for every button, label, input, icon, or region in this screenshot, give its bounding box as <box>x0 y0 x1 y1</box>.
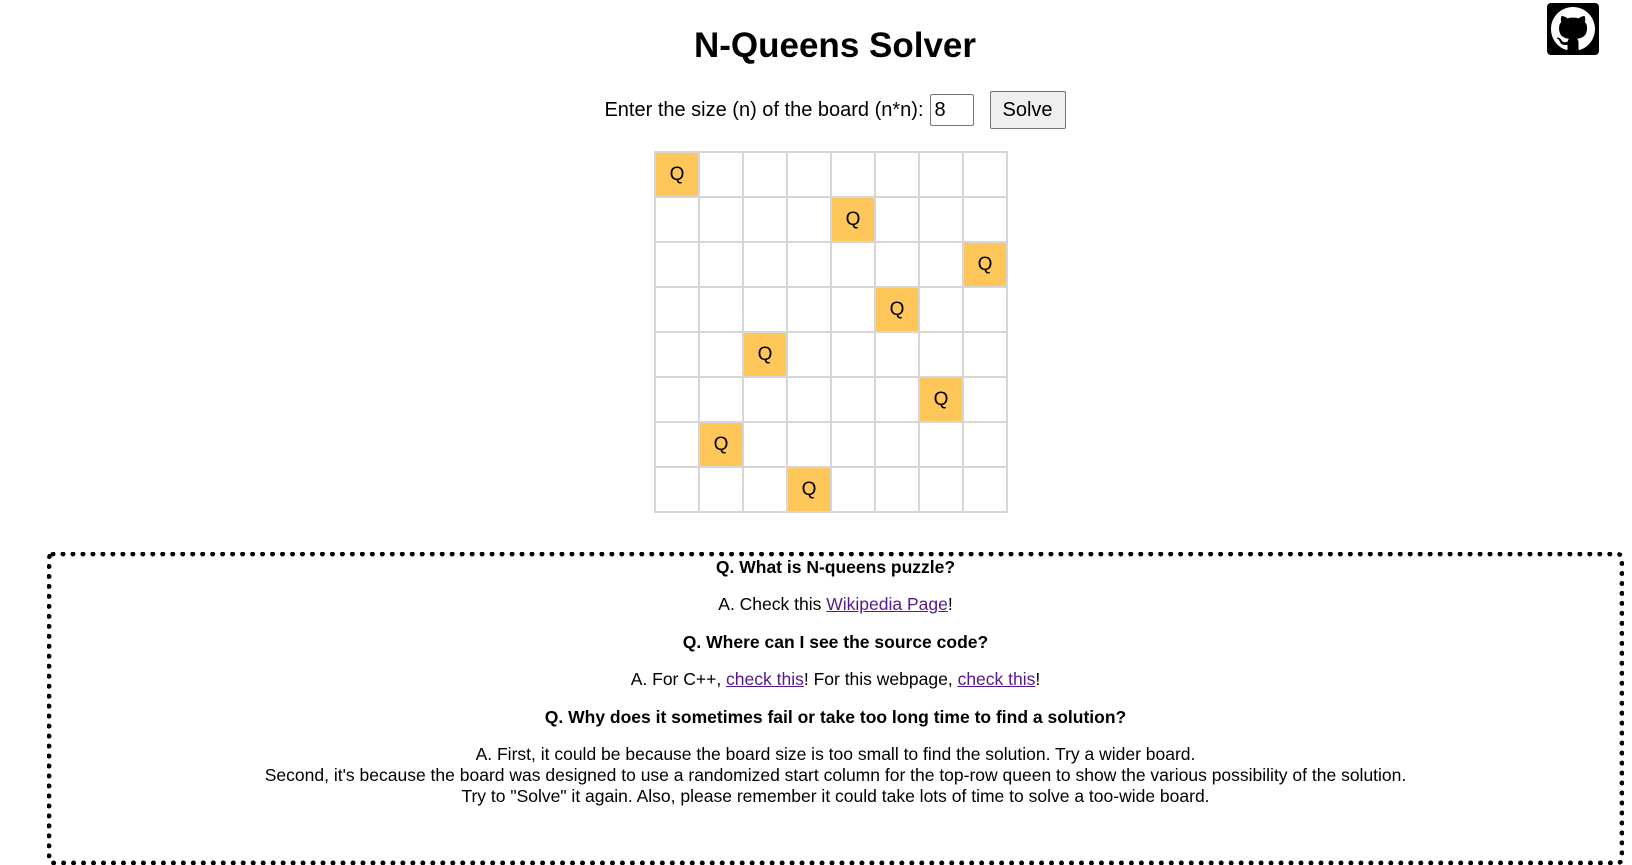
board-cell <box>699 152 743 197</box>
faq-answer-2-prefix: A. For C++, <box>630 669 727 689</box>
queen-cell: Q <box>963 242 1007 287</box>
board-cell <box>787 152 831 197</box>
board-cell <box>919 332 963 377</box>
board-cell <box>919 467 963 512</box>
board-cell <box>963 467 1007 512</box>
faq-answer-1-prefix: A. Check this <box>718 594 827 614</box>
board-cell <box>787 377 831 422</box>
board-row <box>655 377 1007 422</box>
board-size-input[interactable] <box>930 94 974 126</box>
faq-question-3: Q. Why does it sometimes fail or take too long time to find a solution? <box>544 707 1127 727</box>
faq-answer-3-line-2: Second, it's because the board was designed to use a randomized start column for the top-row queen to show the various possibility of the solution. <box>264 765 1407 785</box>
board-row <box>655 197 1007 242</box>
board-cell <box>963 152 1007 197</box>
page-title: N-Queens Solver <box>693 26 977 65</box>
faq-question-2: Q. Where can I see the source code? <box>682 632 989 652</box>
faq-answer-1 <box>52 594 1619 615</box>
board-size-label: Enter the size (n) of the board (n*n): <box>604 98 924 121</box>
board-cell <box>963 422 1007 467</box>
board-cell <box>743 287 787 332</box>
board-cell <box>831 152 875 197</box>
queen-cell: Q <box>831 197 875 242</box>
faq-box <box>47 552 1624 865</box>
faq-answer-2-suffix: ! <box>1035 669 1041 689</box>
board-cell <box>699 197 743 242</box>
board-cell <box>831 332 875 377</box>
board-cell <box>831 242 875 287</box>
board-row <box>655 422 1007 467</box>
board-cell <box>743 152 787 197</box>
faq-answer-3-line-3: Try to "Solve" it again. Also, please remember it could take lots of time to solve a too-wide board. <box>461 786 1210 806</box>
board-row <box>655 332 1007 377</box>
faq-answer-2 <box>52 669 1619 690</box>
board-cell <box>787 197 831 242</box>
board-cell <box>919 152 963 197</box>
board-row <box>655 242 1007 287</box>
board-cell <box>655 377 699 422</box>
board-size-form <box>0 91 1632 129</box>
board-cell <box>787 422 831 467</box>
board-cell <box>743 422 787 467</box>
faq-answer-1-suffix: ! <box>947 594 953 614</box>
board-cell <box>831 377 875 422</box>
board-cell <box>699 467 743 512</box>
board-cell <box>919 287 963 332</box>
cpp-source-link[interactable]: check this <box>726 669 804 689</box>
board-cell <box>655 197 699 242</box>
board-cell <box>655 332 699 377</box>
faq-answer-2-middle: ! For this webpage, <box>803 669 958 689</box>
board-cell <box>875 152 919 197</box>
queen-cell: Q <box>743 332 787 377</box>
board-cell <box>655 467 699 512</box>
board-cell <box>963 377 1007 422</box>
board-cell <box>919 242 963 287</box>
board-cell <box>743 467 787 512</box>
solve-button[interactable]: Solve <box>990 91 1066 129</box>
board-cell <box>655 287 699 332</box>
board-cell <box>743 197 787 242</box>
board-cell <box>699 242 743 287</box>
board-cell <box>787 332 831 377</box>
queen-cell: Q <box>655 152 699 197</box>
board-cell <box>787 287 831 332</box>
queen-cell: Q <box>875 287 919 332</box>
board-cell <box>655 242 699 287</box>
board-cell <box>831 467 875 512</box>
board-row <box>655 467 1007 512</box>
board-cell <box>655 422 699 467</box>
board-cell <box>743 377 787 422</box>
board-cell <box>699 332 743 377</box>
wikipedia-link[interactable]: Wikipedia Page <box>826 594 948 614</box>
board-cell <box>831 287 875 332</box>
queen-cell: Q <box>787 467 831 512</box>
board-row <box>655 152 1007 197</box>
board-cell <box>875 332 919 377</box>
chess-board <box>654 151 1008 513</box>
board-cell <box>963 287 1007 332</box>
queen-cell: Q <box>919 377 963 422</box>
board-cell <box>875 467 919 512</box>
board-cell <box>831 422 875 467</box>
queen-cell: Q <box>699 422 743 467</box>
board-cell <box>963 332 1007 377</box>
webpage-source-link[interactable]: check this <box>957 669 1036 689</box>
board-cell <box>875 377 919 422</box>
board-cell <box>787 242 831 287</box>
board-cell <box>699 377 743 422</box>
board-cell <box>875 422 919 467</box>
faq-question-1: Q. What is N-queens puzzle? <box>715 557 956 577</box>
board-cell <box>919 197 963 242</box>
board-cell <box>699 287 743 332</box>
board-cell <box>875 242 919 287</box>
board-cell <box>963 197 1007 242</box>
board-row <box>655 287 1007 332</box>
board-cell <box>743 242 787 287</box>
board-cell <box>875 197 919 242</box>
faq-answer-3-line-1: A. First, it could be because the board size is too small to find the solution. Try a wider board. <box>475 744 1196 764</box>
board-cell <box>919 422 963 467</box>
